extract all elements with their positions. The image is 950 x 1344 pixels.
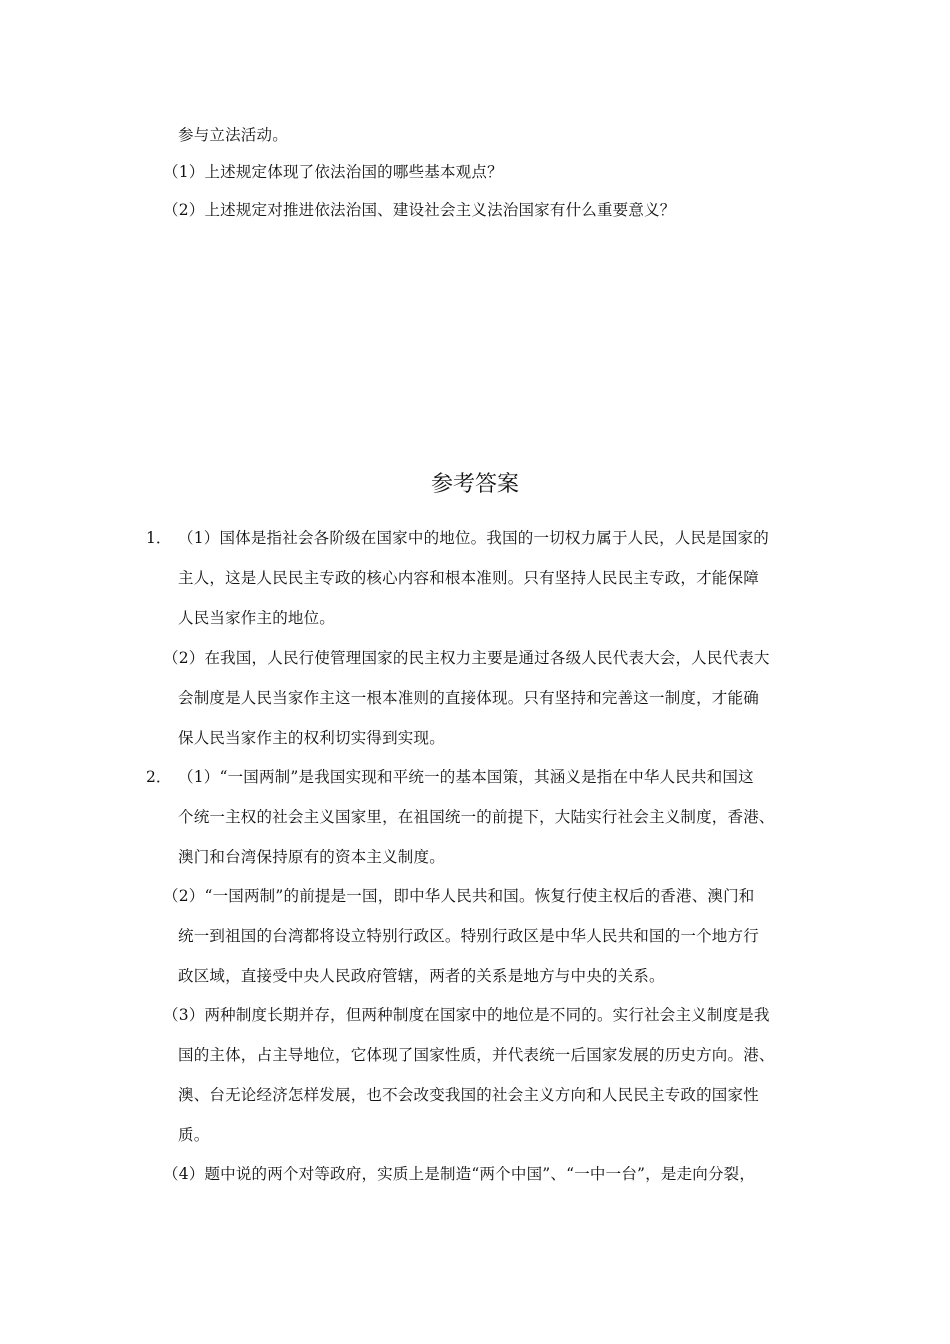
answer-1-part-1-line-1: （1）国体是指社会各阶级在国家中的地位。我国的一切权力属于人民，人民是国家的 xyxy=(178,529,769,547)
answer-2-part-2-line-1: （2）“一国两制”的前提是一国，即中华人民共和国。恢复行使主权后的香港、澳门和 xyxy=(163,887,755,905)
answer-1-part-1-line-3: 人民当家作主的地位。 xyxy=(178,609,336,627)
answer-2-part-3-line-4: 质。 xyxy=(178,1126,210,1144)
answer-1-part-1-line-2: 主人，这是人民民主专政的核心内容和根本准则。只有坚持人民民主专政，才能保障 xyxy=(178,569,759,587)
answer-2-part-2-line-2: 统一到祖国的台湾都将设立特别行政区。特别行政区是中华人民共和国的一个地方行 xyxy=(178,927,759,945)
answer-2-part-1-line-2: 个统一主权的社会主义国家里，在祖国统一的前提下，大陆实行社会主义制度，香港、 xyxy=(178,808,775,826)
answer-2-part-1-line-3: 澳门和台湾保持原有的资本主义制度。 xyxy=(178,848,445,866)
answer-2-part-3-line-1: （3）两种制度长期并存，但两种制度在国家中的地位是不同的。实行社会主义制度是我 xyxy=(163,1006,770,1024)
answer-1-part-2-line-3: 保人民当家作主的权利切实得到实现。 xyxy=(178,729,445,747)
answer-number-1: 1． xyxy=(146,529,172,547)
answer-2-part-4-line-1: （4）题中说的两个对等政府，实质上是制造“两个中国”、“一中一台”，是走向分裂， xyxy=(163,1165,756,1183)
question-sub-2: （2）上述规定对推进依法治国、建设社会主义法治国家有什么重要意义？ xyxy=(163,201,676,219)
question-continuation: 参与立法活动。 xyxy=(178,126,288,144)
answer-2-part-2-line-3: 政区域，直接受中央人民政府管辖，两者的关系是地方与中央的关系。 xyxy=(178,967,665,985)
question-sub-1: （1）上述规定体现了依法治国的哪些基本观点？ xyxy=(163,163,503,181)
answer-2-part-3-line-2: 国的主体，占主导地位，它体现了国家性质，并代表统一后国家发展的历史方向。港、 xyxy=(178,1046,775,1064)
answer-2-part-1-line-1: （1）“一国两制”是我国实现和平统一的基本国策，其涵义是指在中华人民共和国这 xyxy=(178,768,754,786)
answer-1-part-2-line-1: （2）在我国，人民行使管理国家的民主权力主要是通过各级人民代表大会，人民代表大 xyxy=(163,649,770,667)
answer-number-2: 2． xyxy=(146,768,172,786)
answers-title: 参考答案 xyxy=(430,472,519,497)
answer-1-part-2-line-2: 会制度是人民当家作主这一根本准则的直接体现。只有坚持和完善这一制度，才能确 xyxy=(178,689,759,707)
answer-2-part-3-line-3: 澳、台无论经济怎样发展，也不会改变我国的社会主义方向和人民民主专政的国家性 xyxy=(178,1086,759,1104)
